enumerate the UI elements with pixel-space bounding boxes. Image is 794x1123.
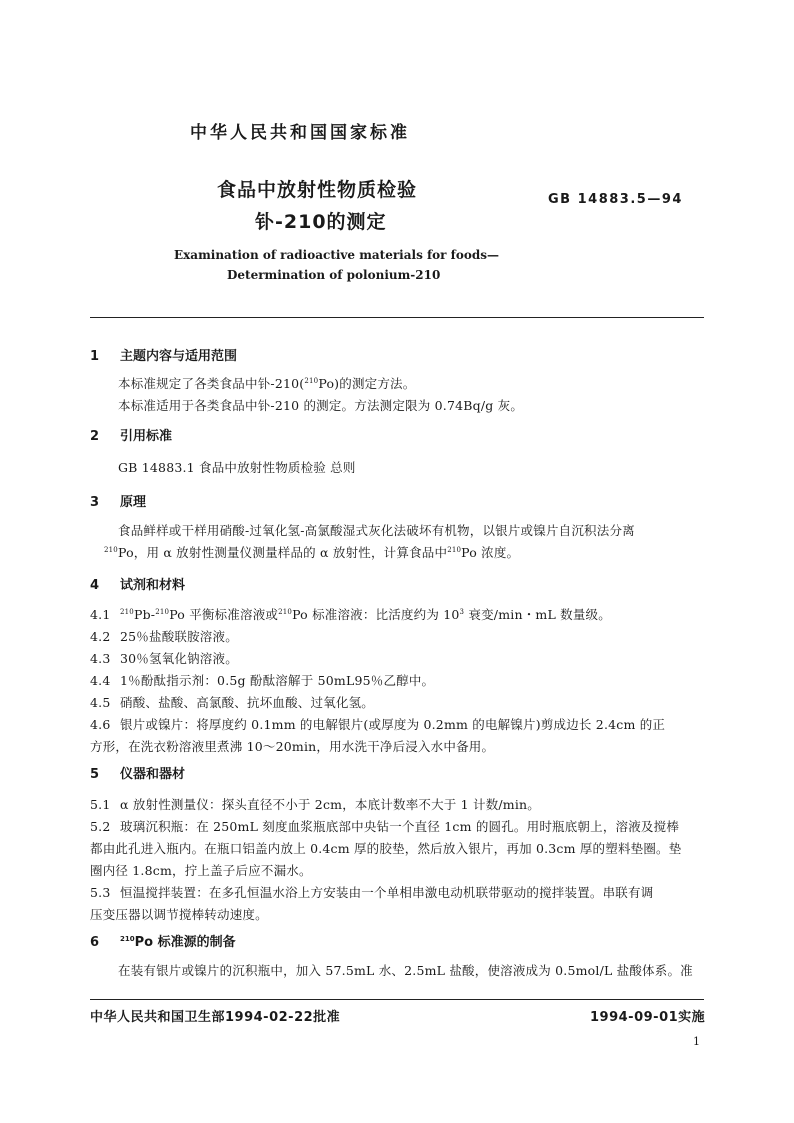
superscript: 210 bbox=[120, 935, 135, 943]
document-title-line2: 钋-210的测定 bbox=[255, 211, 387, 233]
section-6-heading bbox=[90, 931, 236, 950]
section-number: 4 bbox=[90, 578, 100, 593]
apparatus-item-5-3-continued: 压变压器以调节搅棒转动速度。 bbox=[90, 907, 268, 922]
item-number: 4.1 bbox=[90, 607, 111, 622]
english-title-line2: Determination of polonium-210 bbox=[227, 268, 441, 282]
reagent-item-4-2 bbox=[90, 627, 238, 645]
english-title-line1: Examination of radioactive materials for foods— bbox=[174, 248, 499, 262]
referenced-standard: GB 14883.1 食品中放射性物质检验 总则 bbox=[118, 460, 356, 475]
section-number: 2 bbox=[90, 429, 100, 444]
national-standard-heading: 中华人民共和国国家标准 bbox=[190, 123, 410, 143]
section-title: 仪器和器材 bbox=[120, 767, 186, 782]
superscript: 210 bbox=[304, 377, 319, 385]
section-1-heading bbox=[90, 345, 237, 364]
reagent-item-4-3 bbox=[90, 649, 238, 667]
approval-statement: 中华人民共和国卫生部1994-02-22批准 bbox=[90, 1010, 341, 1025]
page-number: 1 bbox=[693, 1035, 700, 1048]
text-run: Po，用 α 放射性测量仪测量样品的 α 放射性，计算食品中 bbox=[117, 545, 448, 560]
superscript: 210 bbox=[155, 608, 170, 616]
superscript: 3 bbox=[459, 608, 465, 616]
section-title: 主题内容与适用范围 bbox=[120, 349, 238, 364]
section-1-paragraph-2: 本标准适用于各类食品中钋-210 的测定。方法测定限为 0.74Bq/g 灰。 bbox=[118, 398, 524, 413]
item-text: 硝酸、盐酸、高氯酸、抗坏血酸、过氧化氢。 bbox=[120, 695, 375, 710]
implementation-date: 1994-09-01实施 bbox=[590, 1010, 706, 1025]
section-title: Po 标准源的制备 bbox=[134, 935, 236, 950]
principle-line-1: 食品鲜样或干样用硝酸-过氧化氢-高氯酸湿式灰化法破坏有机物，以银片或镍片自沉积法分离 bbox=[118, 523, 635, 538]
item-number: 4.5 bbox=[90, 695, 111, 710]
header-divider bbox=[90, 317, 704, 318]
item-text: 玻璃沉积瓶：在 250mL 刻度血浆瓶底部中央钻一个直径 1cm 的圆孔。用时瓶底朝上，溶液及搅棒 bbox=[120, 819, 680, 834]
superscript: 210 bbox=[278, 608, 293, 616]
apparatus-item-5-3 bbox=[90, 883, 653, 901]
apparatus-item-5-2-continued-1: 都由此孔进入瓶内。在瓶口铝盖内放上 0.4cm 厚的胶垫，然后放入银片，再加 0.3cm 厚的塑料垫圈。垫 bbox=[90, 841, 682, 856]
principle-line-2 bbox=[104, 543, 519, 561]
text-run: Pb- bbox=[133, 607, 156, 622]
item-number: 5.2 bbox=[90, 819, 111, 834]
text-run: Po 平衡标准溶液或 bbox=[169, 607, 279, 622]
section-5-heading bbox=[90, 763, 185, 782]
reagent-item-4-4 bbox=[90, 671, 434, 689]
item-text: α 放射性测量仪：探头直径不小于 2cm，本底计数率不大于 1 计数/min。 bbox=[120, 797, 541, 812]
section-4-heading bbox=[90, 574, 185, 593]
footer-divider bbox=[90, 999, 704, 1000]
text-run: 衰变/min・mL 数量级。 bbox=[464, 607, 611, 622]
section-number: 6 bbox=[90, 935, 100, 950]
item-text: 25％盐酸联胺溶液。 bbox=[120, 629, 238, 644]
section-6-paragraph: 在装有银片或镍片的沉积瓶中，加入 57.5mL 水、2.5mL 盐酸，使溶液成为 0.5mol/L 盐酸体系。准 bbox=[118, 963, 693, 978]
apparatus-item-5-1 bbox=[90, 795, 540, 813]
item-number: 4.4 bbox=[90, 673, 111, 688]
section-title: 试剂和材料 bbox=[120, 578, 186, 593]
section-number: 5 bbox=[90, 767, 100, 782]
section-3-heading bbox=[90, 491, 146, 510]
section-title: 原理 bbox=[120, 495, 147, 510]
item-text: 恒温搅拌装置：在多孔恒温水浴上方安装由一个单相串激电动机联带驱动的搅拌装置。串联有调 bbox=[120, 885, 654, 900]
apparatus-item-5-2 bbox=[90, 817, 679, 835]
standard-code: GB 14883.5—94 bbox=[548, 192, 683, 207]
superscript: 210 bbox=[104, 546, 118, 554]
apparatus-item-5-2-continued-2: 圈内径 1.8cm，拧上盖子后应不漏水。 bbox=[90, 863, 312, 878]
item-text: 银片或镍片：将厚度约 0.1mm 的电解银片(或厚度为 0.2mm 的电解镍片)剪成边长 2.4cm 的正 bbox=[120, 717, 666, 732]
item-text: 1％酚酞指示剂：0.5g 酚酞溶解于 50mL95％乙醇中。 bbox=[120, 673, 435, 688]
section-number: 1 bbox=[90, 349, 100, 364]
reagent-item-4-1 bbox=[90, 605, 611, 623]
item-number: 4.6 bbox=[90, 717, 111, 732]
section-1-paragraph-1 bbox=[118, 374, 415, 392]
text-run: 本标准规定了各类食品中钋-210( bbox=[118, 376, 305, 391]
section-number: 3 bbox=[90, 495, 100, 510]
reagent-item-4-5 bbox=[90, 693, 374, 711]
reagent-item-4-6-continued: 方形，在洗衣粉溶液里煮沸 10～20min，用水洗干净后浸入水中备用。 bbox=[90, 739, 495, 754]
superscript: 210 bbox=[120, 608, 134, 616]
item-number: 4.2 bbox=[90, 629, 111, 644]
text-run: Po 标准溶液：比活度约为 10 bbox=[292, 607, 460, 622]
item-number: 5.3 bbox=[90, 885, 111, 900]
item-number: 5.1 bbox=[90, 797, 111, 812]
item-number: 4.3 bbox=[90, 651, 111, 666]
section-title: 引用标准 bbox=[120, 429, 173, 444]
superscript: 210 bbox=[447, 546, 462, 554]
reagent-item-4-6 bbox=[90, 715, 665, 733]
section-2-heading bbox=[90, 425, 172, 444]
document-title-line1: 食品中放射性物质检验 bbox=[217, 179, 418, 201]
item-text: 30％氢氧化钠溶液。 bbox=[120, 651, 238, 666]
text-run: Po)的测定方法。 bbox=[318, 376, 416, 391]
text-run: Po 浓度。 bbox=[461, 545, 520, 560]
